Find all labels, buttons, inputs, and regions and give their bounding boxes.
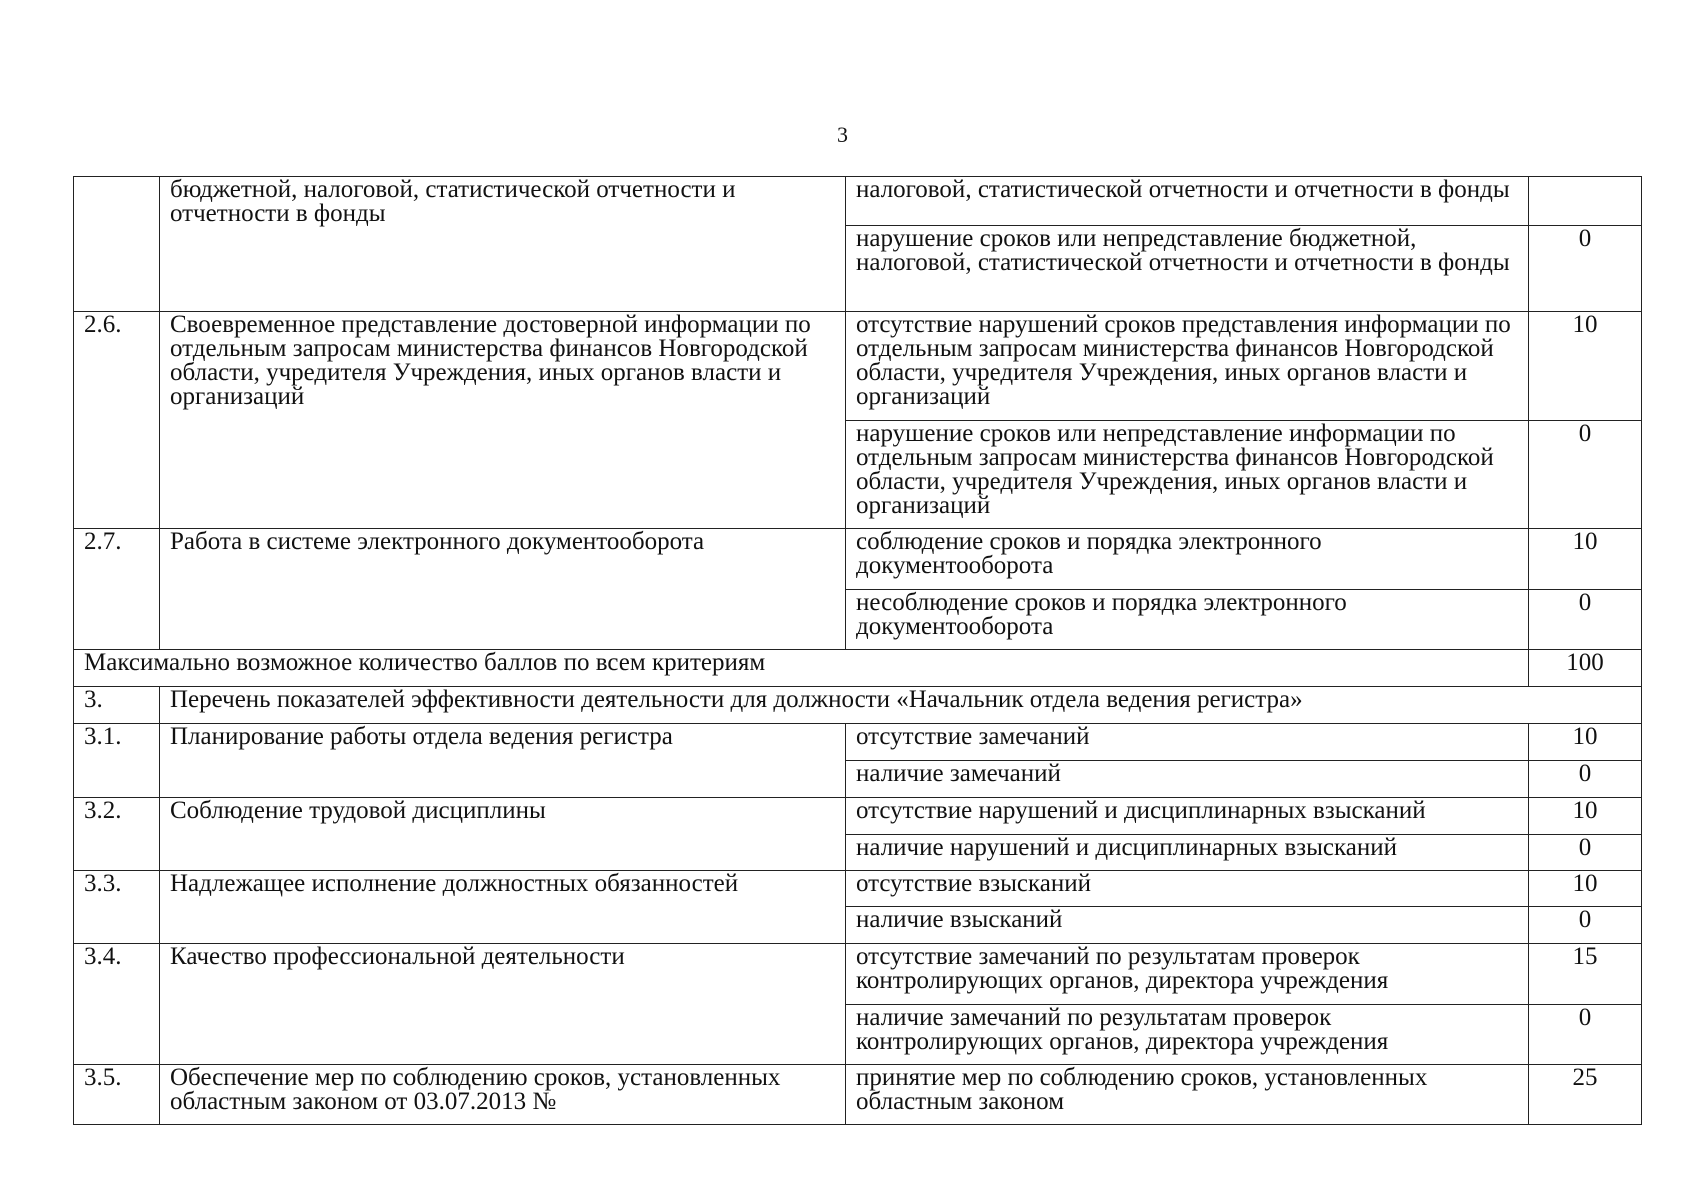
indicator-cell: отсутствие нарушений и дисциплинарных взысканий: [846, 798, 1529, 835]
table-row: [74, 177, 1642, 226]
score-cell: 10: [1529, 724, 1642, 761]
criterion-cell: Надлежащее исполнение должностных обязанностей: [160, 871, 846, 944]
score-cell: [1529, 177, 1642, 226]
score-cell: 10: [1529, 529, 1642, 590]
table-row: [74, 1065, 1642, 1125]
total-row: [74, 650, 1642, 687]
criterion-cell: Качество профессиональной деятельности: [160, 944, 846, 1065]
criterion-cell: Работа в системе электронного документооборота: [160, 529, 846, 650]
row-number: 3.1.: [74, 724, 160, 798]
score-cell: 0: [1529, 421, 1642, 529]
criterion-cell: бюджетной, налоговой, статистической отчетности и отчетности в фонды: [160, 177, 846, 312]
total-label: Максимально возможное количество баллов по всем критериям: [74, 650, 1529, 687]
indicator-cell: соблюдение сроков и порядка электронного документооборота: [846, 529, 1529, 590]
indicator-cell: отсутствие замечаний по результатам проверок контролирующих органов, директора учреждения: [846, 944, 1529, 1005]
table-row: [74, 724, 1642, 761]
indicator-cell: отсутствие замечаний: [846, 724, 1529, 761]
row-number: 2.7.: [74, 529, 160, 650]
indicator-cell: несоблюдение сроков и порядка электронного документооборота: [846, 590, 1529, 650]
table-row: [74, 944, 1642, 1005]
table-row: [74, 798, 1642, 835]
page-number: 3: [837, 122, 848, 147]
criterion-cell: Соблюдение трудовой дисциплины: [160, 798, 846, 871]
score-cell: 10: [1529, 312, 1642, 421]
score-cell: 0: [1529, 835, 1642, 871]
indicator-cell: отсутствие взысканий: [846, 871, 1529, 907]
indicator-cell: наличие нарушений и дисциплинарных взысканий: [846, 835, 1529, 871]
score-cell: 0: [1529, 590, 1642, 650]
criterion-cell: Планирование работы отдела ведения регистра: [160, 724, 846, 798]
table-row: [74, 871, 1642, 907]
table-row: [74, 312, 1642, 421]
row-number: 2.6.: [74, 312, 160, 529]
score-cell: 25: [1529, 1065, 1642, 1125]
indicator-cell: нарушение сроков или непредставление бюджетной, налоговой, статистической отчетности и отчетности в фонды: [846, 226, 1529, 312]
score-cell: 0: [1529, 907, 1642, 944]
indicator-cell: наличие замечаний по результатам проверок контролирующих органов, директора учреждения: [846, 1005, 1529, 1065]
section-row: [74, 687, 1642, 724]
indicator-cell: принятие мер по соблюдению сроков, установленных областным законом: [846, 1065, 1529, 1125]
score-cell: 0: [1529, 1005, 1642, 1065]
score-cell: 10: [1529, 871, 1642, 907]
indicator-cell: нарушение сроков или непредставление информации по отдельным запросам министерства финансов Новгородской области, учредителя Учреждения, иных органов власти и организаций: [846, 421, 1529, 529]
criteria-table: [73, 176, 1642, 1125]
row-number: 3.2.: [74, 798, 160, 871]
total-score: 100: [1529, 650, 1642, 687]
score-cell: 0: [1529, 226, 1642, 312]
indicator-cell: наличие взысканий: [846, 907, 1529, 944]
indicator-cell: налоговой, статистической отчетности и отчетности в фонды: [846, 177, 1529, 226]
section-title: Перечень показателей эффективности деятельности для должности «Начальник отдела ведения регистра»: [160, 687, 1642, 724]
row-number: 3.5.: [74, 1065, 160, 1125]
indicator-cell: наличие замечаний: [846, 761, 1529, 798]
table-row: [74, 529, 1642, 590]
indicator-cell: отсутствие нарушений сроков представления информации по отдельным запросам министерства финансов Новгородской области, учредителя Учреждения, иных органов власти и организаций: [846, 312, 1529, 421]
row-number: 3.3.: [74, 871, 160, 944]
score-cell: 10: [1529, 798, 1642, 835]
criterion-cell: Своевременное представление достоверной информации по отдельным запросам министерства финансов Новгородской области, учредителя Учреждения, иных органов власти и организаций: [160, 312, 846, 529]
row-number: [74, 177, 160, 312]
row-number: 3.4.: [74, 944, 160, 1065]
section-number: 3.: [74, 687, 160, 724]
criterion-cell: Обеспечение мер по соблюдению сроков, установленных областным законом от 03.07.2013 №: [160, 1065, 846, 1125]
score-cell: 15: [1529, 944, 1642, 1005]
score-cell: 0: [1529, 761, 1642, 798]
